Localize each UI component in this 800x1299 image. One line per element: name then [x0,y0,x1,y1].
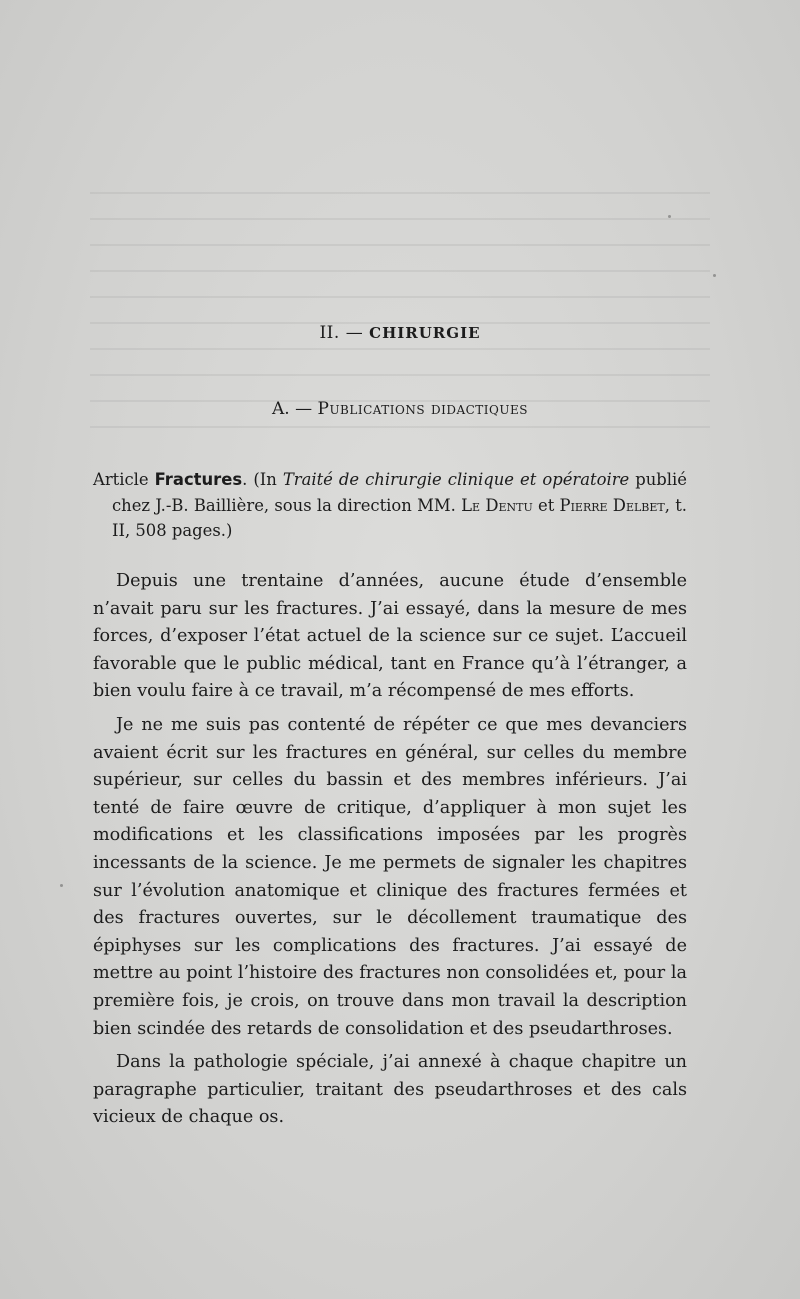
paragraph-3: Dans la pathologie spéciale, j’ai annexé à chaque chapitre un paragraphe particulier, traitant des pseudarthroses et des cals vicieux de chaque os. [93,1052,687,1128]
paragraph-1: Depuis une trentaine d’années, aucune étude d’ensemble n’avait paru sur les fractures. J’ai essayé, dans la mesure de mes forces, d’exposer l’état actuel de la science sur ce sujet. L’accueil favorable que le public médical, tant en France qu’à l’étranger, a bien voulu faire à ce travail, m’a récompensé de mes efforts. [93,571,687,702]
body-text [93,568,687,1138]
article-title: Fractures [154,470,243,489]
section-number: II. — [319,323,370,343]
article-editor-1: Le Dentu [461,495,533,515]
article-reference [93,467,687,544]
subsection-title: Publications didactiques [317,399,528,419]
section-heading [0,323,800,343]
paragraph-2: Je ne me suis pas contenté de répéter ce que mes devanciers avaient écrit sur les fractures en général, sur celles du membre supérieur, sur celles du bassin et des membres inférieurs. J’ai tenté de faire œuvre de critique, d’appliquer à mon sujet les modifications et les classifications imposées par les progrès incessants de la science. Je me permets de signaler les chapitres sur l’évolution anatomique et clinique des fractures fermées et des fractures ouvertes, sur le décollement traumatique des épiphyses sur les complications des fractures. J’ai essayé de mettre au point l’histoire des fractures non consolidées et, pour la première fois, je crois, on trouve dans mon travail la description bien scindée des retards de consolidation et des pseudarthroses. [93,714,687,1039]
article-tail: , t. II, 508 pages.) [112,495,687,540]
article-after-title: . (In [242,470,283,489]
article-editor-2: Pierre Delbet [559,495,665,515]
article-and: et [532,495,560,515]
subsection-heading [0,399,800,419]
article-work-title: Traité de chirurgie clinique et opératoire [282,470,630,489]
paper-speck [668,215,671,218]
paper-speck [60,884,63,887]
article-prefix: Article [93,470,155,489]
paper-speck [713,274,716,277]
subsection-letter: A. — [272,399,318,419]
article-publisher: publié chez J.-B. Baillière, sous la direction MM. [112,470,687,515]
section-title: CHIRURGIE [369,324,481,342]
